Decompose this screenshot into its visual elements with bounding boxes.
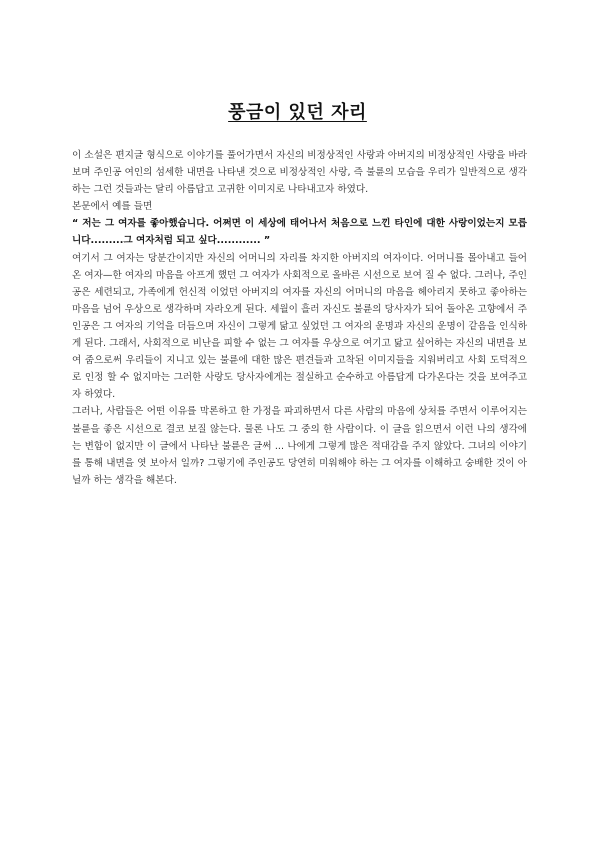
document-title-text: 풍금이 있던 자리: [228, 102, 367, 123]
example-lead-paragraph: 본문에서 예를 들면: [72, 201, 153, 213]
document-title: [0, 98, 595, 124]
analysis-paragraph: 여기서 그 여자는 당분간이지만 자신의 어머니의 자리를 차지한 아버지의 여자이다. 어머니를 몰아내고 들어온 여자—한 여자의 마음을 아프게 했던 그 여자가 사회적으로 올바른 시선으로 보여 질 수 없다. 그러나, 주인공은 세련되고, 가족에게 헌신적 이었던 아버지의 여자를 자신의 어머니의 마음을 헤아리지 못하고 좋아하는 마음을 넘어 우상으로 생각하며 자라오게 된다. 세월이 흘러 자신도 불륜의 당사자가 되어 돌아온 고향에서 주인공은 그 여자의 기억을 더듬으며 자신이 그렇게 닮고 싶었던 그 여자의 운명과 자신의 운명이 같음을 인식하게 된다. 그래서, 사회적으로 비난을 피할 수 없는 그 여자를 우상으로 여기고 닮고 싶어하는 자신의 내면을 보여 줌으로써 우리들이 지니고 있는 불륜에 대한 많은 편견들과 고착된 이미지들을 지워버리고 사회 도덕적으로 인정 할 수 없지마는 그러한 사랑도 당사자에게는 절실하고 순수하고 아름답게 다가온다는 것을 보여주고자 하였다.: [72, 252, 527, 401]
intro-paragraph: 이 소설은 편지글 형식으로 이야기를 풀어가면서 자신의 비정상적인 사랑과 아버지의 비정상적인 사랑을 바라보며 주인공 여인의 섬세한 내면을 나타낸 것으로 비정상적인 사랑, 즉 불륜의 모습을 우리가 일반적으로 생각하는 그런 것들과는 달리 아름답고 고귀한 이미지로 나타내고자 하였다.: [72, 150, 527, 196]
quoted-passage: “ 저는 그 여자를 좋아했습니다. 어쩌면 이 세상에 태어나서 처음으로 느낀 타인에 대한 사랑이었는지 모릅니다.........그 여자처럼 되고 싶다............ ”: [72, 218, 527, 247]
document-body: [72, 147, 527, 489]
reflection-paragraph: 그러나, 사람들은 어떤 이유를 막론하고 한 가정을 파괴하면서 다른 사람의 마음에 상처를 주면서 이루어지는 불륜을 좋은 시선으로 결코 보질 않는다. 물론 나도 그 중의 한 사람이다. 이 글을 읽으면서 이런 나의 생각에는 변함이 없지만 이 글에서 나타난 불륜은 글써 ... 나에게 그렇게 많은 적대감을 주지 않았다. 그녀의 이야기를 통해 내면을 엿 보아서 일까? 그렇기에 주인공도 당연히 미워해야 하는 그 여자를 이해하고 숭배한 것이 아닐까 하는 생각을 해본다.: [72, 406, 527, 486]
